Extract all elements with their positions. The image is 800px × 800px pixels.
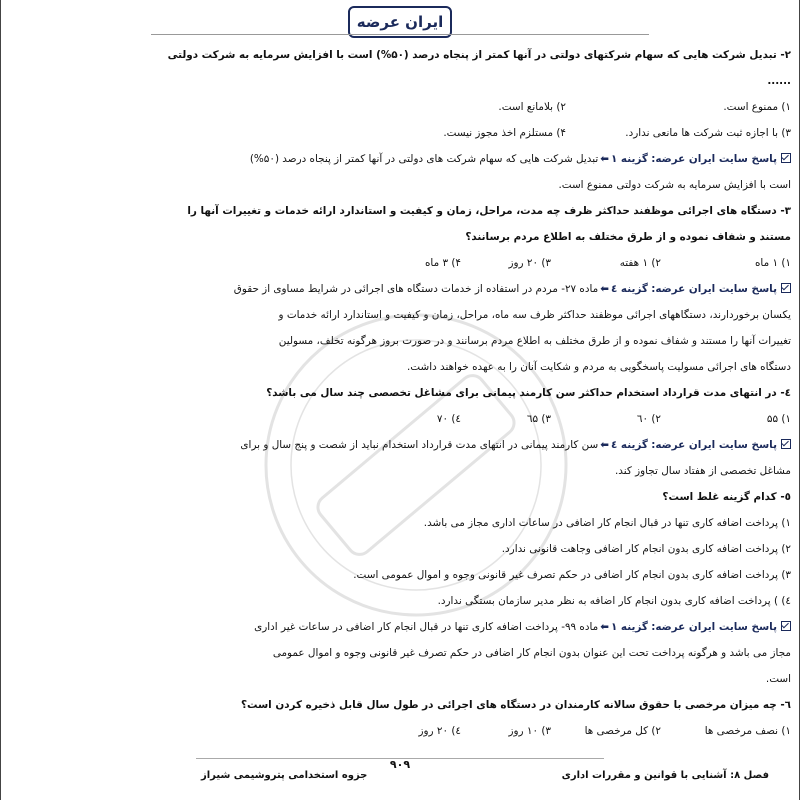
- answer-option: ۱) ۱ ماه: [754, 257, 791, 269]
- answer-label: پاسخ سایت ایران عرضه:: [651, 621, 777, 633]
- answer-explanation-first: [9, 146, 791, 172]
- options-row: [9, 406, 791, 432]
- answer-option: ۲) پرداخت اضافه کاری بدون انجام کار اضافی وجاهت قانونی ندارد.: [501, 543, 791, 555]
- booklet-title: جزوه استخدامی پتروشیمی شیراز: [201, 770, 368, 781]
- options-row: [9, 94, 791, 120]
- options-row: [9, 718, 791, 744]
- page-number: ۹۰۹: [389, 758, 411, 771]
- answer-option: ٤) ۷۰: [436, 413, 461, 425]
- question-block: [9, 380, 791, 484]
- answer-explanation-first: [9, 614, 791, 640]
- answer-option: ٤) ۲۰ روز: [418, 725, 461, 737]
- answer-option: ۲) ۱ هفته: [619, 257, 661, 269]
- answer-option: ۳) ٦۵: [526, 413, 551, 425]
- answer-option: ۱) ممنوع است.: [723, 101, 791, 113]
- question-text: ۳- دستگاه های اجرائی موظفند حداکثر ظرف چه مدت، مراحل، زمان و کیفیت و استاندارد ارائه خدمات و تغییرات آنها را: [187, 205, 791, 217]
- checkbox-icon: [781, 283, 791, 293]
- answer-text: ماده ۲۷- مردم در استفاده از خدمات دستگاه های اجرائی در شرایط مساوی از حقوق: [233, 283, 599, 295]
- answer-text: ماده ۹۹- پرداخت اضافه کاری تنها در قبال انجام کار اضافی در ساعات غیر اداری: [254, 621, 599, 633]
- answer-text: سن کارمند پیمانی در انتهای مدت قرارداد استخدام نباید از شصت و پنج سال و برای: [240, 439, 599, 451]
- options-row: [9, 536, 791, 562]
- answer-label: پاسخ سایت ایران عرضه:: [651, 283, 777, 295]
- answer-explanation-first: [9, 276, 791, 302]
- answer-option: ۴) مستلزم اخذ مجوز نیست.: [443, 127, 566, 139]
- answer-option: ۲) ٦۰: [636, 413, 661, 425]
- answer-option: ۱) پرداخت اضافه کاری تنها در قبال انجام کار اضافی در ساعات اداری مجاز می باشد.: [423, 517, 791, 529]
- question-text: مستند و شفاف نموده و از طرق مختلف به اطلاع مردم برسانند؟: [465, 231, 791, 243]
- question-block: [9, 42, 791, 198]
- answer-text: تبدیل شرکت هایی که سهام شرکت های دولتی در آنها کمتر از پنجاه درصد (۵۰%): [249, 153, 599, 165]
- answer-option: ٤) ) پرداخت اضافه کاری بدون انجام کار اضافه به نظر مدیر سازمان بستگی ندارد.: [437, 595, 791, 607]
- question-text: ٦- چه میزان مرخصی با حقوق سالانه کارمندان در دستگاه های اجرائی در طول سال قابل ذخیره کردن است؟: [240, 699, 791, 711]
- answer-choice: گزینه ٤: [610, 283, 648, 295]
- answer-choice: گزینه ۱: [610, 153, 648, 165]
- answer-explanation: یکسان برخوردارند، دستگاههای اجرائی موظفند حداکثر ظرف سه ماه، مراحل، زمان و کیفیت و استاندارد ارائه خدمات و: [278, 309, 791, 321]
- answer-explanation: تغییرات آنها را مستند و شفاف نموده و از طرق مختلف به اطلاع مردم برسانند و در صورت بروز هرگونه تخلف، مسولین: [278, 335, 791, 347]
- answer-choice: گزینه ۱: [610, 621, 648, 633]
- answer-option: ۱) ۵۵: [766, 413, 791, 425]
- options-row: [9, 510, 791, 536]
- answer-option: ۴) ۳ ماه: [424, 257, 461, 269]
- question-text: ۲- تبدیل شرکت هایی که سهام شرکتهای دولتی در آنها کمتر از پنجاه درصد (۵۰%) است با افزایش سرمایه به شرکت دولتی: [167, 49, 791, 61]
- checkbox-icon: [781, 153, 791, 163]
- options-row: [9, 562, 791, 588]
- arrow-left-icon: ⬅: [600, 153, 609, 165]
- answer-explanation-first: [9, 432, 791, 458]
- answer-explanation: است.: [765, 673, 791, 685]
- answer-choice: گزینه ٤: [610, 439, 648, 451]
- question-content: [9, 42, 791, 744]
- options-row: [9, 250, 791, 276]
- options-row: [9, 120, 791, 146]
- arrow-left-icon: ⬅: [600, 439, 609, 451]
- question-text: ......: [767, 75, 791, 87]
- checkbox-icon: [781, 439, 791, 449]
- answer-label: پاسخ سایت ایران عرضه:: [651, 439, 777, 451]
- answer-explanation: مشاغل تخصصی از هفتاد سال تجاوز کند.: [614, 465, 791, 477]
- answer-option: ۳) پرداخت اضافه کاری بدون انجام کار اضافی در حکم تصرف غیر قانونی وجوه و اموال عمومی است.: [353, 569, 791, 581]
- answer-option: ۲) کل مرخصی ها: [584, 725, 661, 737]
- answer-option: ۳) ۲۰ روز: [508, 257, 551, 269]
- answer-label: پاسخ سایت ایران عرضه:: [651, 153, 777, 165]
- answer-explanation: است با افزایش سرمایه به شرکت دولتی ممنوع است.: [558, 179, 791, 191]
- question-block: [9, 484, 791, 692]
- answer-option: ۳) با اجازه ثبت شرکت ها مانعی ندارد.: [625, 127, 791, 139]
- chapter-title: فصل ۸: آشنایی با قوانین و مقررات اداری: [561, 770, 769, 781]
- answer-explanation: مجاز می باشد و هرگونه پرداخت تحت این عنوان بدون انجام کار اضافی در حکم تصرف غیر قانونی وجوه و اموال عمومی: [272, 647, 791, 659]
- options-row: [9, 588, 791, 614]
- arrow-left-icon: ⬅: [600, 621, 609, 633]
- arrow-left-icon: ⬅: [600, 283, 609, 295]
- answer-explanation: دستگاه های اجرائی مسولیت پاسخگویی به مردم و شکایت آنان را به عهده خواهند داشت.: [406, 361, 791, 373]
- answer-option: ۱) نصف مرخصی ها: [704, 725, 791, 737]
- answer-option: ۳) ۱۰ روز: [508, 725, 551, 737]
- logo-text: ایران عرضه: [356, 13, 444, 31]
- question-text: ٥- کدام گزینه غلط است؟: [662, 491, 791, 503]
- question-text: ٤- در انتهای مدت قرارداد استخدام حداکثر سن کارمند پیمانی برای مشاغل تخصصی چند سال می باشد؟: [266, 387, 791, 399]
- question-block: [9, 198, 791, 380]
- checkbox-icon: [781, 621, 791, 631]
- header-divider: [151, 34, 649, 35]
- question-block: [9, 692, 791, 744]
- answer-option: ۲) بلامانع است.: [498, 101, 566, 113]
